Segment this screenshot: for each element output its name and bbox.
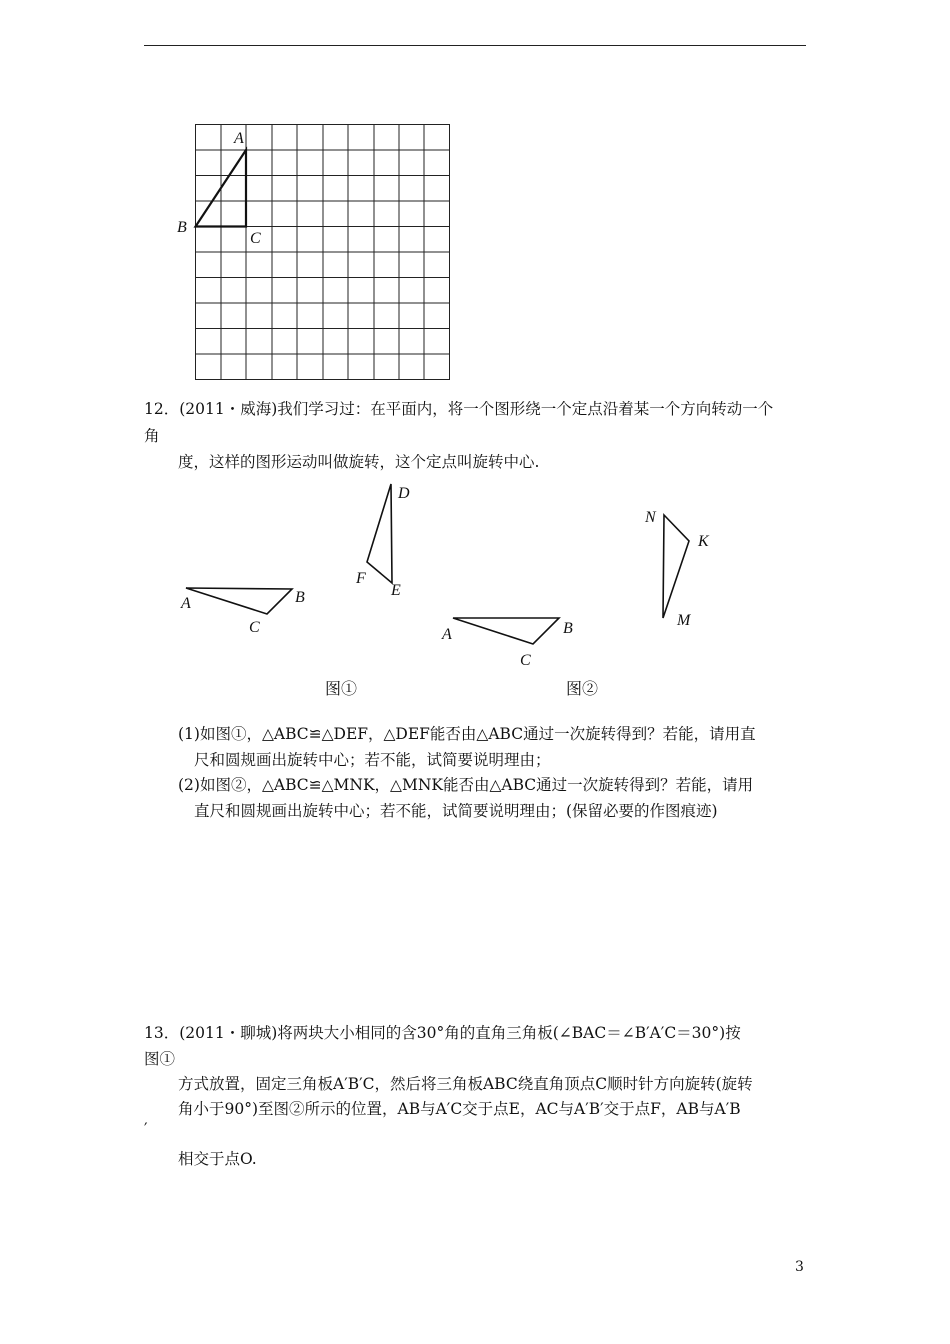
fig2-label-c: C [520,652,531,669]
q13-line4: 角小于90°)至图②所示的位置，AB与A′C交于点E，AC与A′B′交于点F，AB与A′B [178,1100,741,1118]
fig1-label-f: F [356,570,366,587]
figure2-caption: 图② [566,679,599,698]
label-a: A [234,130,244,147]
fig1-label-a: A [181,595,191,612]
fig1-label-c: C [249,619,260,636]
label-c: C [250,230,261,247]
q12-line2: 角 [144,427,160,445]
fig1-triangle-abc [186,588,292,614]
fig2-label-k: K [698,533,709,550]
fig2-triangle-mnk [663,515,689,618]
q12-part2-line1: (2)如图②，△ABC≌△MNK，△MNK能否由△ABC通过一次旋转得到？若能，请用 [178,776,754,794]
page-number: 3 [795,1259,804,1275]
grid-figure [170,118,460,384]
rotation-figures [170,476,730,672]
fig1-triangle-def [367,484,392,583]
q13-line1: 13．(2011・聊城)将两块大小相同的含30°角的直角三角板(∠BAC＝∠B′A′C＝30°)按 [144,1024,741,1042]
fig2-label-a: A [442,626,452,643]
q13-line5: ′ [144,1120,148,1138]
fig1-label-e: E [391,582,401,599]
q12-line3: 度，这样的图形运动叫做旋转，这个定点叫旋转中心. [178,453,540,471]
fig2-triangle-abc [453,618,559,644]
q12-part2-line2: 直尺和圆规画出旋转中心；若不能，试简要说明理由；(保留必要的作图痕迹) [194,802,718,820]
fig1-label-b: B [295,589,305,606]
label-b: B [177,219,187,236]
q13-line3: 方式放置，固定三角板A′B′C，然后将三角板ABC绕直角顶点C顺时针方向旋转(旋转 [178,1075,753,1093]
figure1-caption: 图① [325,679,358,698]
fig2-label-n: N [645,509,656,526]
q13-line2: 图① [144,1050,176,1068]
fig2-label-b: B [563,620,573,637]
grid-lines [196,125,450,380]
q12-line1: 12．(2011・威海)我们学习过：在平面内，将一个图形绕一个定点沿着某一个方向转动一个 [144,400,774,418]
q12-part1-line2: 尺和圆规画出旋转中心；若不能，试简要说明理由； [194,751,551,769]
header-rule [144,45,806,46]
q12-part1-line1: (1)如图①，△ABC≌△DEF，△DEF能否由△ABC通过一次旋转得到？若能，请用直 [178,725,756,743]
fig2-label-m: M [677,612,691,629]
fig1-label-d: D [398,485,410,502]
q13-line6: 相交于点O. [178,1150,257,1168]
